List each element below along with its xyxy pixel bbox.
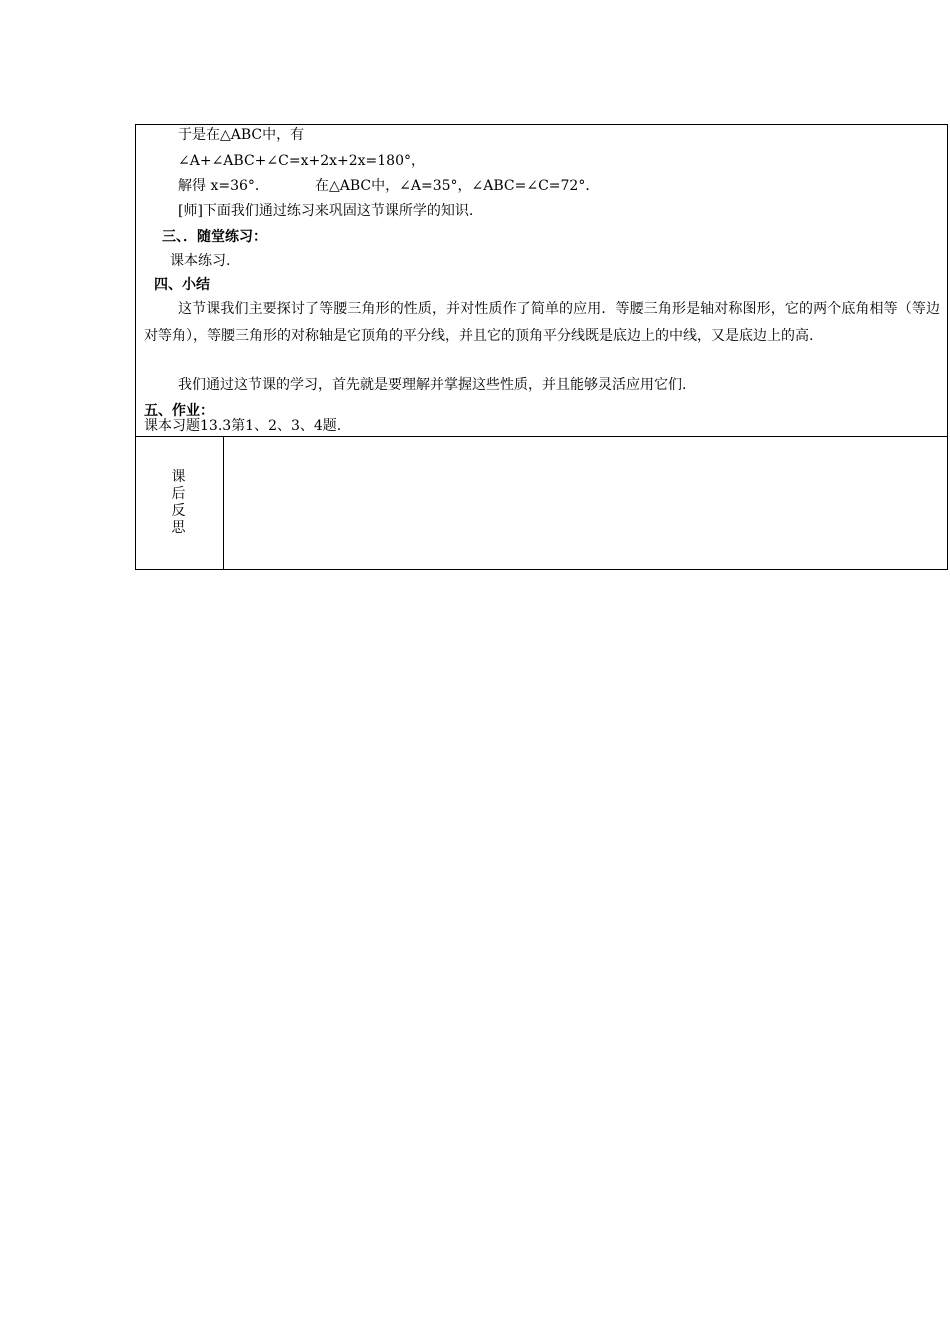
proof-intro-line: 于是在△ABC中，有 [178,127,305,143]
angle-sum-equation: ∠A+∠ABC+∠C=x+2x+2x=180°， [178,153,425,169]
homework-text: 课本习题13.3第1、2、3、4题. [144,418,342,434]
reflection-label-char: 思 [171,520,186,536]
angle-result-line: 在△ABC中，∠A=35°，∠ABC=∠C=72°． [315,178,600,194]
teacher-remark: [师]下面我们通过练习来巩固这节课所学的知识. [178,203,474,219]
lesson-plan-table [135,124,948,570]
reflection-label-char: 课 [171,469,186,485]
reflection-label-char: 反 [171,503,186,519]
reflection-content-cell [224,437,947,569]
section-3-text: 课本练习. [170,253,231,269]
section-5-heading: 五、作业： [144,403,214,419]
reflection-row [136,437,947,569]
solution-line: 解得 x=36°． [178,178,269,194]
section-4-heading: 四、小结 [154,277,210,293]
summary-paragraph-2: 我们通过这节课的学习，首先就是要理解并掌握这些性质，并且能够灵活应用它们. [178,377,687,393]
reflection-label [136,437,224,569]
section-3-heading: 三、．随堂练习： [162,229,267,245]
reflection-label-char: 后 [171,486,186,502]
summary-paragraph-1: 这节课我们主要探讨了等腰三角形的性质，并对性质作了简单的应用．等腰三角形是轴对称图形，它的两个底角相等（等边对等角），等腰三角形的对称轴是它顶角的平分线，并且它的顶角平分线既是底边上的中线，又是底边上的高. [144,301,940,344]
lesson-content-cell [136,125,947,437]
